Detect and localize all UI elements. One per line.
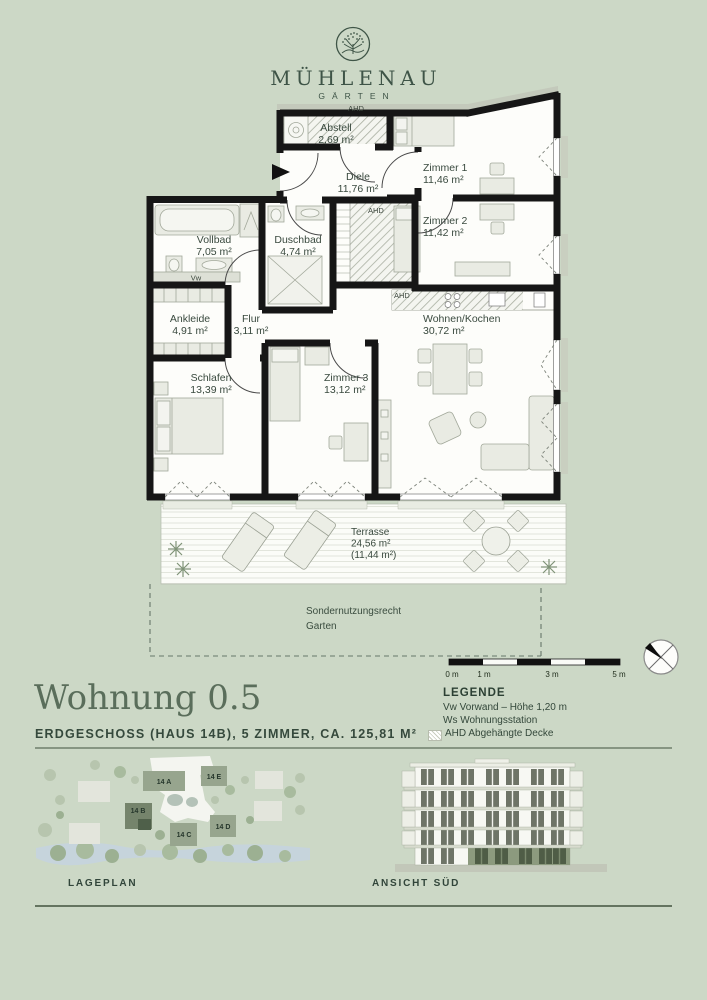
room-area: 2,69 m² (318, 134, 354, 146)
vw-annotation: Vw (190, 273, 202, 283)
ahd-annotation: AHD (394, 291, 410, 300)
terrace-label: Terrasse (351, 527, 390, 538)
tree-in-circle-icon (335, 26, 371, 62)
double-bed-icon (155, 398, 223, 454)
garden-boundary (150, 584, 541, 656)
room-label: Abstell (320, 122, 352, 134)
scale-label: 0 m (445, 670, 459, 679)
brand-name: MÜHLENAU (270, 66, 442, 90)
room-area: 11,76 m² (337, 183, 379, 195)
room-label: Diele (346, 171, 370, 183)
garden-label-line2: Garten (306, 621, 337, 632)
floorplan (147, 86, 568, 656)
legend-item-text: Ws Wohnungsstation (443, 714, 538, 726)
nightstand-icon (154, 382, 168, 395)
building-label: 14 D (215, 824, 231, 831)
brand-tagline: GÄRTEN (318, 91, 396, 101)
ahd-hatch-swatch (428, 730, 442, 741)
terrace (161, 504, 566, 584)
room-area: 11,46 m² (423, 174, 464, 186)
room-area: 7,05 m² (196, 246, 232, 258)
bed-icon (270, 347, 300, 421)
elevation-caption: ANSICHT SÜD (372, 878, 461, 889)
elevation-drawing (395, 759, 607, 872)
roof-box (475, 759, 509, 763)
room-area: 13,12 m² (324, 384, 366, 396)
room-area: 11,42 m² (423, 227, 464, 239)
sideboard-icon (455, 262, 510, 276)
terrace-area-secondary: (11,44 m²) (351, 550, 397, 561)
room-label: Vollbad (196, 234, 232, 246)
room-area: 4,74 m² (280, 246, 316, 258)
roof-slab (410, 763, 575, 767)
toilet-icon (268, 206, 284, 222)
coffee-table-icon (470, 412, 486, 428)
toilet-icon (166, 256, 182, 272)
legend-title: LEGENDE (443, 687, 506, 699)
room-area: 13,39 m² (190, 384, 232, 396)
legend-item (428, 702, 567, 715)
tv-board-icon (378, 400, 391, 488)
room-label: Ankleide (169, 313, 211, 325)
legend-item (428, 728, 567, 741)
bathtub-icon (155, 205, 239, 235)
shaft-ladder (336, 203, 350, 283)
room-label: Wohnen/Kochen (423, 313, 501, 325)
scale-bar (445, 659, 626, 679)
building-label: 14 C (176, 832, 192, 839)
room-label: Zimmer 1 (423, 162, 468, 174)
room-area: 3,11 m² (233, 325, 269, 337)
ahd-annotation: AHD (348, 104, 364, 113)
legend-item-text: AHD Abgehängte Decke (445, 727, 554, 739)
cooktop-icon (445, 294, 451, 300)
building-14b-highlight (138, 819, 151, 830)
wardrobe-icon (152, 343, 226, 356)
washbasin-icon (196, 258, 232, 272)
terrace-area: 24,56 m² (351, 538, 391, 550)
legend (428, 687, 567, 741)
legend-item (428, 715, 567, 728)
siteplan-map (36, 756, 310, 865)
building-label: 14 A (156, 779, 172, 786)
room-label: Zimmer 2 (423, 215, 468, 227)
scale-label: 5 m (612, 670, 626, 679)
scale-label: 1 m (477, 670, 491, 679)
room-area: 4,91 m² (172, 325, 208, 337)
room-area: 30,72 m² (423, 325, 465, 337)
legend-spacer (428, 704, 440, 713)
north-arrow-icon (644, 640, 678, 674)
garden-label-line1: Sondernutzungsrecht (306, 606, 402, 617)
bed-icon (394, 116, 454, 146)
kitchen-counter (392, 290, 557, 310)
legend-item-text: Vw Vorwand – Höhe 1,20 m (443, 702, 567, 713)
ahd-annotation: AHD (368, 206, 384, 215)
shower-icon (268, 256, 322, 304)
wardrobe-icon (152, 288, 226, 302)
apartment-specs: ERDGESCHOSS (HAUS 14B), 5 ZIMMER, CA. 125,81 M² (35, 727, 418, 741)
page-title: Wohnung 0.5 (34, 678, 262, 718)
nightstand-icon (154, 458, 168, 471)
siteplan-caption: LAGEPLAN (68, 878, 138, 889)
washing-machine-icon (284, 116, 308, 144)
sink-icon (489, 293, 505, 306)
room-label: Schlafen (190, 372, 232, 384)
room-label: Zimmer 3 (324, 372, 369, 384)
room-label: Flur (241, 313, 261, 325)
window-sills (561, 136, 568, 474)
building-label: 14 E (206, 774, 222, 781)
legend-spacer (428, 717, 440, 726)
terrace-door-sills (163, 501, 504, 509)
scale-label: 3 m (545, 670, 559, 679)
building-label: 14 B (130, 808, 146, 815)
room-label: Duschbad (274, 234, 322, 246)
washbasin-icon (296, 206, 324, 220)
wardrobe-icon (305, 347, 329, 365)
